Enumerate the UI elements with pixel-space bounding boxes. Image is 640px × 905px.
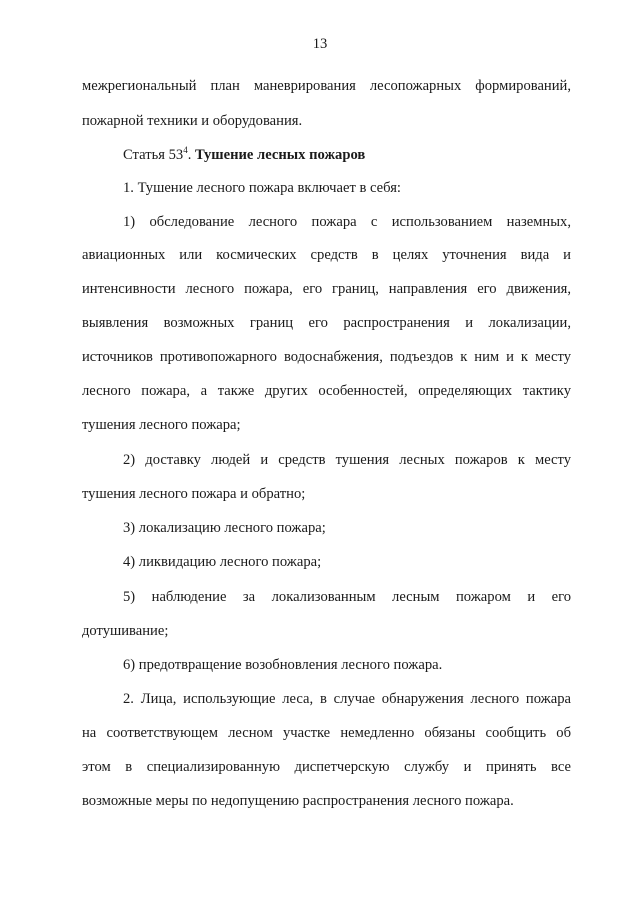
item-1-line: выявления возможных границ его распространения и локализации, [82, 315, 571, 331]
item-3-line: 3) локализацию лесного пожара; [123, 520, 326, 536]
article-superscript: 4 [183, 145, 188, 155]
article-prefix: Статья 53 [123, 147, 184, 163]
item-2-line: 2) доставку людей и средств тушения лесных пожаров к месту [123, 452, 571, 468]
paragraph-line: 1. Тушение лесного пожара включает в себя: [123, 180, 401, 196]
item-5-line: дотушивание; [82, 623, 169, 639]
article-heading [123, 145, 571, 165]
paragraph-2-line: этом в специализированную диспетчерскую службу и принять все [82, 759, 571, 775]
article-dot: . [187, 147, 192, 163]
paragraph-2-line: возможные меры по недопущению распространения лесного пожара. [82, 793, 514, 809]
item-1-line: тушения лесного пожара; [82, 417, 241, 433]
item-1-line: 1) обследование лесного пожара с использованием наземных, [123, 214, 571, 230]
item-6-line: 6) предотвращение возобновления лесного пожара. [123, 657, 443, 673]
page-number: 13 [312, 36, 328, 52]
item-1-line: лесного пожара, а также других особенностей, определяющих тактику [82, 383, 571, 399]
item-5-line: 5) наблюдение за локализованным лесным пожаром и его [123, 589, 571, 605]
item-1-line: источников противопожарного водоснабжения, подъездов к ним и к месту [82, 349, 571, 365]
item-1-line: интенсивности лесного пожара, его границ, направления его движения, [82, 281, 571, 297]
paragraph-2-line: 2. Лица, использующие леса, в случае обнаружения лесного пожара [123, 691, 571, 707]
text-line: межрегиональный план маневрирования лесопожарных формирований, [82, 78, 571, 94]
item-4-line: 4) ликвидацию лесного пожара; [123, 554, 322, 570]
item-2-line: тушения лесного пожара и обратно; [82, 486, 306, 502]
paragraph-2-line: на соответствующем лесном участке немедленно обязаны сообщить об [82, 725, 571, 741]
text-line: пожарной техники и оборудования. [82, 113, 303, 129]
item-1-line: авиационных или космических средств в целях уточнения вида и [82, 247, 571, 263]
article-title: Тушение лесных пожаров [195, 147, 366, 163]
